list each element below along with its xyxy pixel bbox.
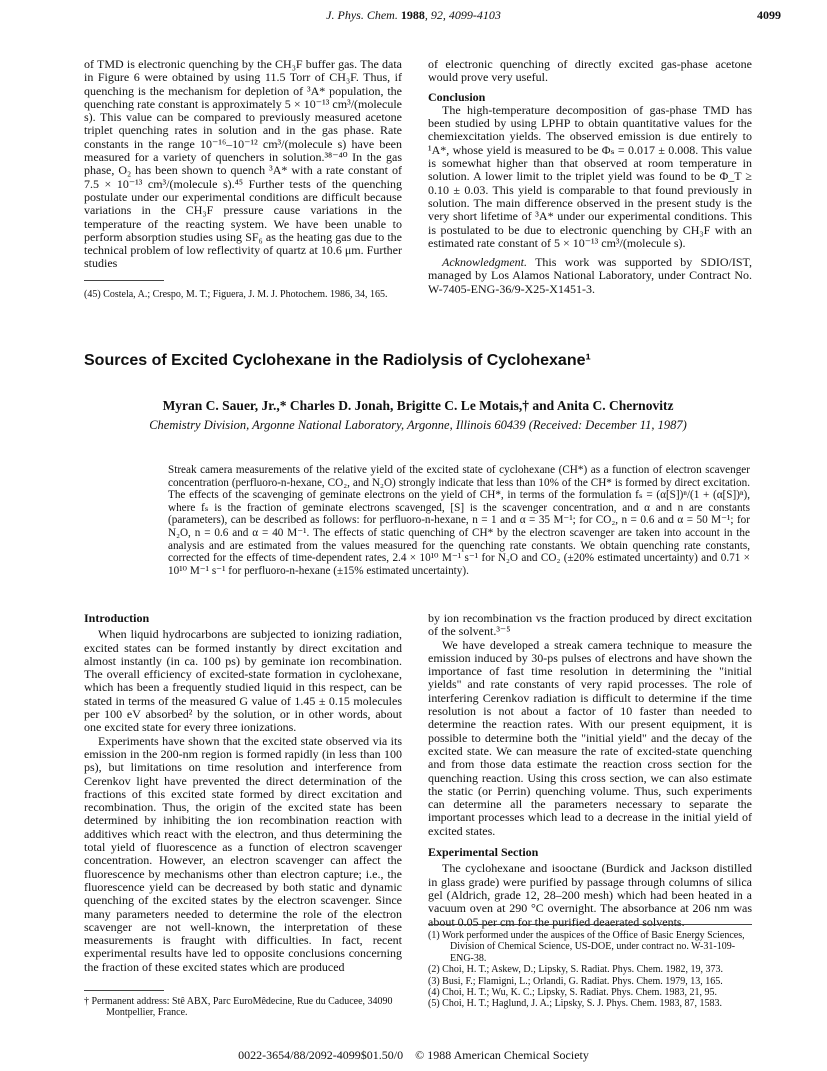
journal-pages: 4099-4103 — [448, 8, 501, 22]
bottom-right-column — [428, 612, 752, 929]
permanent-address-note: † Permanent address: Stê ABX, Parc EuroMêdecine, Rue du Caducee, 34090 Montpellier, France. — [84, 996, 393, 1019]
dagger-divider — [84, 990, 164, 991]
reference-1: (1) Work performed under the auspices of the Office of Basic Energy Sciences, Division of Chemical Science, US-DOE, under contract no. W-31-109-ENG-38. — [428, 930, 745, 964]
right-continued-paragraph: by ion recombination vs the fraction produced by direct excitation of the solvent.³⁻⁵ — [428, 611, 752, 639]
conclusion-heading: Conclusion — [428, 89, 486, 104]
article-title: Sources of Excited Cyclohexane in the Radiolysis of Cyclohexane¹ — [84, 352, 591, 369]
article-affiliation: Chemistry Division, Argonne National Laboratory, Argonne, Illinois 60439 (Received: December 11, 1987) — [149, 418, 687, 432]
conclusion-text: The high-temperature decomposition of gas-phase TMD has been studied by using LPHP to obtain quantitative values for the chemiexcitation yields. The observed emission is due entirely to ¹A*, whose yield is measured to be Φₛ = 0.017 ± 0.008. This value is somewhat higher than that observed at room temperature in solution. A lower limit to the triplet yield was found to be Φ_T ≥ 0.10 ± 0.03. This yield is comparable to that found previously in solution. The main difference observed in the present study is the very short lifetime of ³A* under our experimental conditions. This is postulated to be due to electronic quenching by CH₃F with an estimated rate constant of 5 × 10⁻¹³ cm³/(molecule s). — [428, 102, 752, 250]
top-left-footnote — [84, 289, 402, 300]
reference-4: (4) Choi, H. T.; Wu, K. C.; Lipsky, S. Radiat. Phys. Chem. 1983, 21, 95. — [428, 987, 717, 999]
article-code: 0022-3654/88/2092-4099$01.50/0 — [238, 1048, 404, 1062]
article-authors: Myran C. Sauer, Jr.,* Charles D. Jonah, Brigitte C. Le Motais,† and Anita C. Chernovitz — [162, 398, 674, 413]
journal-citation: J. Phys. Chem. 1988, 92, 4099-4103 — [326, 8, 501, 22]
reference-5: (5) Choi, H. T.; Haglund, J. A.; Lipsky, S. J. Phys. Chem. 1983, 87, 1583. — [428, 998, 722, 1010]
continued-paragraph: of TMD is electronic quenching by the CH₃F buffer gas. The data in Figure 6 were obtained by using 11.5 Torr of CH₃F. Thus, if quenching is the mechanism for depletion of ³A* population, the quenching rate constant is approximately 5 × 10⁻¹³ cm³/(molecule s). This value can be compared to previously measured acetone triplet quenching rates in solution and in the gas phase. Rate constants in the range 10⁻¹⁶–10⁻¹² cm³/(molecule s) have been measured for a variety of quenchers in solution.³⁸⁻⁴⁰ In the gas phase, O₂ has been shown to quench ³A* with a rate constant of 7.5 × 10⁻¹³ cm³/(molecule s).⁴⁵ Further tests of the quenching postulate under our experimental conditions are difficult because variations in the CH₃F pressure cause variations in the temperature of the reacting system. We have been unable to perform absorption studies using SF₆ as the heating gas due to the technical problem of low reflectivity of quartz at 10.6 μm. Further studies — [84, 57, 402, 271]
running-header — [0, 4, 827, 24]
experimental-heading: Experimental Section — [428, 845, 539, 860]
references-divider — [428, 924, 752, 925]
dagger-footnote — [84, 996, 402, 1019]
abstract: Streak camera measurements of the relative yield of the excited state of cyclohexane (CH*) as a function of electron scavenger concentration (perfluoro-n-hexane, CO₂, and N₂O) strongly indicate that less than 10% of the CH* is formed by direct excitation. The effects of the scavenging of geminate electrons on the yield of CH*, in terms of the formulation fₛ = (α[S])ⁿ/(1 + (α[S])ⁿ), where fₛ is the fraction of geminate electrons scavenged, [S] is the scavenger concentration, and α and n are constants (parameters), can be described as follows: for perfluoro-n-hexane, n = 1 and α = 35 M⁻¹; for CO₂, n = 0.6 and α = 50 M⁻¹; for N₂O, n = 0.6 and α = 40 M⁻¹. The effects of static quenching of CH* by the electron scavenger are taken into account in the analysis and are estimated from the values measured for the quenching rate constants. We obtain quenching rate constants, corrected for the effects of time-dependent rates, 2.4 × 10¹⁰ M⁻¹ s⁻¹ for N₂O and CO₂ (±20% estimated uncertainty) and 0.71 × 10¹⁰ M⁻¹ s⁻¹ for perfluoro-n-hexane (±15% estimated uncertainty). — [168, 464, 750, 577]
journal-volume: 92 — [430, 8, 443, 22]
footnote-45: (45) Costela, A.; Crespo, M. T.; Figuera, J. M. J. Photochem. 1986, 34, 165. — [84, 289, 388, 300]
introduction-heading: Introduction — [84, 611, 150, 625]
page-number: 4099 — [757, 8, 781, 22]
footnote-divider — [84, 280, 164, 281]
continued-lead: of electronic quenching of directly excited gas-phase acetone would prove very useful. — [428, 57, 752, 85]
streak-camera-paragraph: We have developed a streak camera technique to measure the emission induced by 30-ps pulses of electrons and have shown the importance of fast time resolution in determining the "initial yields" and rate constants of very rapid processes. The role of interfering Cerenkov radiation is difficult to determine if the time resolution is not about a factor of 10 faster than needed to determine the reaction rates. With our present equipment, it is possible to determine both the "initial yield" and the decay of the excited state. We can measure the rate of excited-state quenching and from those data estimate the reaction cross section for the quenching reaction. Using this cross section, we can also estimate the static (or Perrin) quenching volume. Thus, such experiments can determine all the parameters necessary to separate the important processes which lead to a decrease in the initial yield of excited states. — [428, 637, 752, 838]
page-footer — [0, 1048, 827, 1063]
journal-name: J. Phys. Chem. — [326, 8, 398, 22]
top-left-column — [84, 58, 402, 271]
reference-2: (2) Choi, H. T.; Askew, D.; Lipsky, S. Radiat. Phys. Chem. 1982, 19, 373. — [428, 964, 723, 976]
acknowledgment — [428, 256, 752, 296]
introduction-paragraph-1: When liquid hydrocarbons are subjected to ionizing radiation, excited states can be formed instantly by direct excitation and almost instantly (in ca. 100 ps) by geminate ion recombination. The overall efficiency of excited-state formation in cyclohexane, which has been a frequently studied liquid in this respect, can be stated in terms of the measured G value of 1.45 ± 0.15 molecules per 100 eV absorbed² by the solution, or in other words, about one excited state for every three ionizations. — [84, 627, 402, 735]
introduction-paragraph-2: Experiments have shown that the excited state observed via its emission in the 200-nm region is formed rapidly (in less than 100 ps), but limitations on time resolution and interference from Cerenkov light have prevented the direct determination of the fractions of this excited state formed by direct excitation and recombination. Thus, the origin of the excited state has been determined by inhibiting the ion recombination reaction with additives which react with the electron, and thus determining the total yield of fluorescence as a function of electron scavenger concentration. However, an electron scavenger can affect the fluorescence by mechanisms other than electron capture; i.e., the fluorescence yield can be decreased by both static and dynamic quenching of the excited states by the electron scavenger. Since many parameters needed to determine the role of the electron scavenger are not well-known, the interpretation of these measurements is fraught with difficulties. In fact, recent experimental results have led to opposite conclusions concerning the fraction of these excited states which are produced — [84, 733, 402, 974]
acknowledgment-label: Acknowledgment. — [442, 255, 527, 270]
reference-list — [428, 930, 752, 1010]
top-right-column — [428, 58, 752, 296]
reference-3: (3) Busi, F.; Flamigni, L.; Orlandi, G. Radiat. Phys. Chem. 1979, 13, 165. — [428, 975, 723, 987]
acknowledgment-text: This work was supported by SDIO/IST, managed by Los Alamos National Laboratory, under Contract No. W-7405-ENG-36/9-X25-X1451-3. — [428, 255, 752, 296]
copyright-notice: © 1988 American Chemical Society — [415, 1048, 589, 1062]
journal-year: 1988 — [400, 8, 425, 22]
bottom-left-column — [84, 612, 402, 974]
experimental-text: The cyclohexane and isooctane (Burdick and Jackson distilled in glass grade) were purified by passage through columns of silica gel (Aldrich, grade 12, 28–200 mesh) which had been heated in a vacuum oven at 290 °C overnight. The absorbance at 206 nm was about 0.05 per cm for the purified deaerated solvents. — [428, 861, 752, 929]
